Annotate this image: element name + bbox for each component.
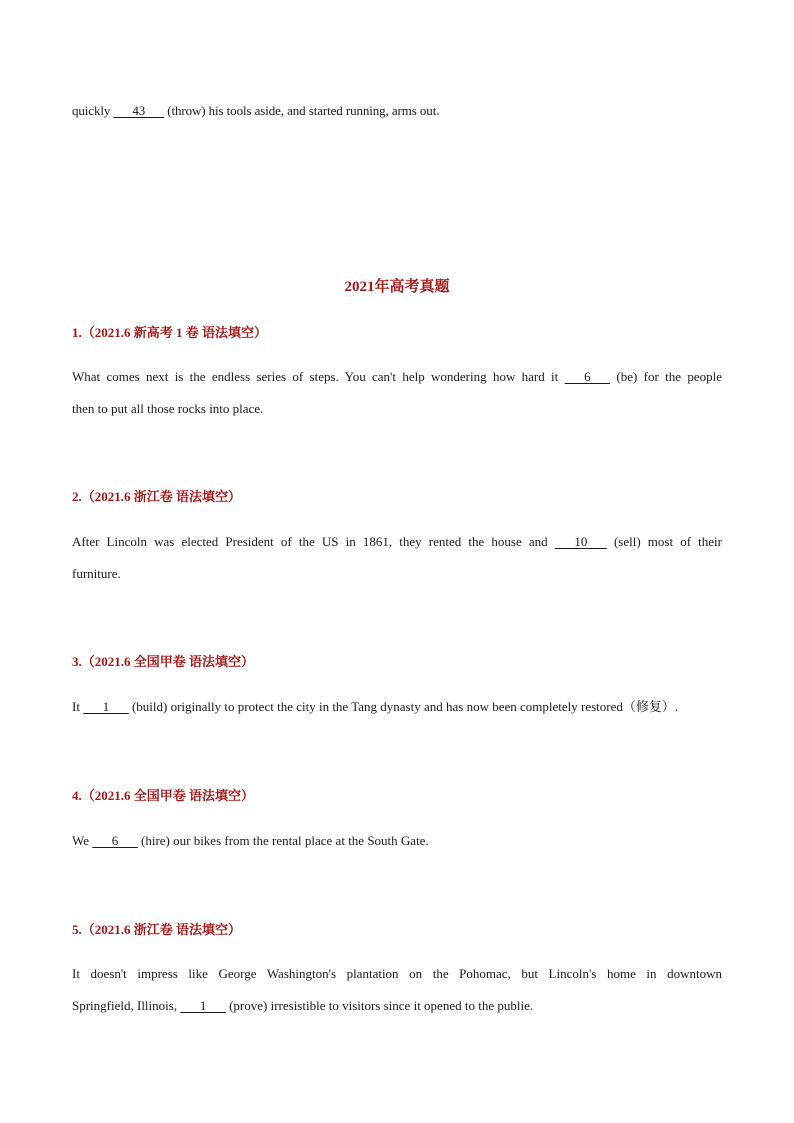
- question-5-text-after: (prove) irresistible to visitors since it opened to the publie.: [225, 998, 534, 1013]
- question-5-body: [72, 958, 722, 1022]
- answer-blank-6: 6: [564, 369, 611, 384]
- continuation-text-after: (throw) his tools aside, and started running, arms out.: [164, 103, 440, 118]
- question-2-body: [72, 526, 722, 590]
- question-2-text-after: (sell) most of their: [606, 534, 722, 549]
- answer-blank-1: 1: [83, 699, 129, 714]
- question-2-text-before: After Lincoln was elected President of the US in 1861, they rented the house and: [72, 534, 555, 549]
- question-5-header: 5.（2021.6 浙江卷 语法填空）: [72, 922, 242, 937]
- question-4-text-after: (hire) our bikes from the rental place at the South Gate.: [137, 833, 429, 848]
- answer-blank-10: 10: [554, 534, 607, 549]
- question-4-line-1: [72, 825, 722, 857]
- question-4-header: 4.（2021.6 全国甲卷 语法填空）: [72, 788, 255, 803]
- question-3-header: 3.（2021.6 全国甲卷 语法填空）: [72, 654, 255, 669]
- question-1-text-before: What comes next is the endless series of steps. You can't help wondering how hard it: [72, 369, 565, 384]
- question-5-line-2: [72, 990, 722, 1022]
- question-5-text-before: Springfield, Illinois,: [72, 998, 181, 1013]
- question-2-line-2: furniture.: [72, 566, 121, 581]
- question-4-body: [72, 825, 722, 857]
- question-3-body: [72, 691, 722, 723]
- question-1-body: [72, 361, 722, 425]
- question-2-line-1: [72, 526, 722, 558]
- question-1-line-1: [72, 361, 722, 393]
- answer-blank-43: 43: [113, 103, 165, 118]
- continuation-text-before: quickly: [72, 103, 114, 118]
- answer-blank-6b: 6: [92, 833, 138, 848]
- question-5-line-1: It doesn't impress like George Washington's plantation on the Pohomac, but Lincoln's home in downtown: [72, 966, 722, 981]
- question-4-text-before: We: [72, 833, 93, 848]
- continuation-sentence: [72, 95, 722, 127]
- question-3-line-1: [72, 691, 722, 723]
- section-title: 2021年高考真题: [344, 279, 450, 295]
- question-1-header: 1.（2021.6 新高考 1 卷 语法填空）: [72, 325, 268, 340]
- question-3-text-after: (build) originally to protect the city in the Tang dynasty and has now been completely restored（修复）.: [128, 699, 679, 714]
- answer-blank-1b: 1: [180, 998, 226, 1013]
- question-1-line-2: then to put all those rocks into place.: [72, 401, 264, 416]
- question-1-text-after: (be) for the people: [610, 369, 722, 384]
- question-2-header: 2.（2021.6 浙江卷 语法填空）: [72, 489, 242, 504]
- question-3-text-before: It: [72, 699, 84, 714]
